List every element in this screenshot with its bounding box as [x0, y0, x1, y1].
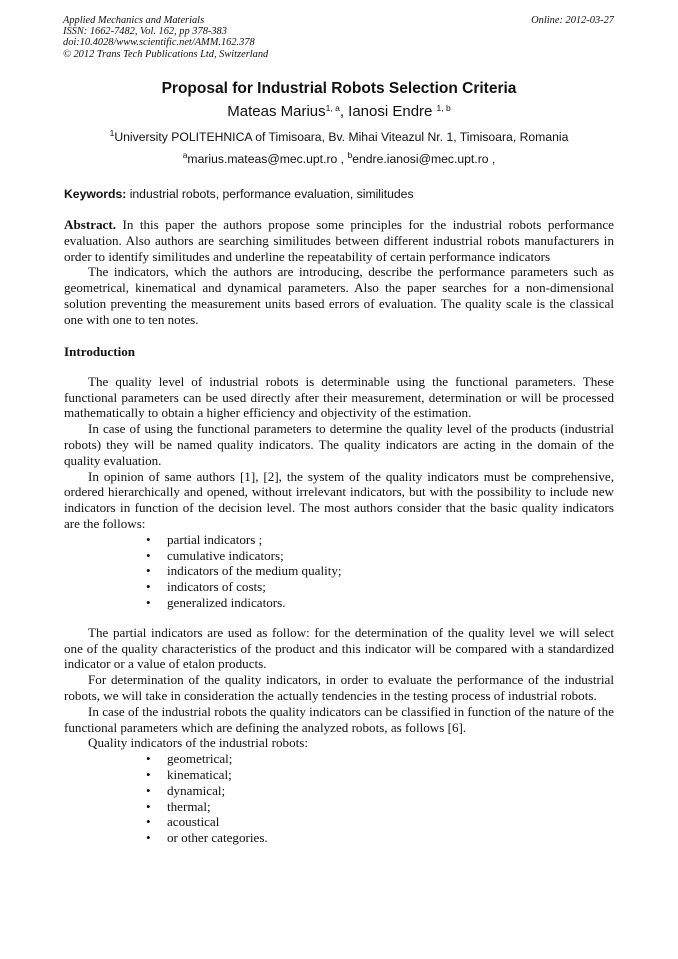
author-name: Mateas Marius — [227, 103, 326, 120]
email: endre.ianosi@mec.upt.ro , — [352, 152, 496, 166]
journal-header — [63, 15, 268, 60]
journal-name: Applied Mechanics and Materials — [63, 15, 205, 26]
authors — [0, 103, 678, 120]
paragraph: Quality indicators of the industrial robots: — [88, 735, 309, 751]
paper-title: Proposal for Industrial Robots Selection Criteria — [161, 80, 517, 97]
list-item: • geometrical; — [64, 751, 614, 767]
doi: doi:10.4028/www.scientific.net/AMM.162.378 — [63, 37, 255, 49]
affiliation — [0, 130, 678, 144]
indicator-list — [64, 532, 614, 611]
email-sup: a — [182, 150, 188, 160]
list-item: • thermal; — [64, 799, 614, 815]
affiliation-sup: 1 — [109, 128, 115, 138]
author-separator: , — [339, 103, 349, 120]
quality-indicator-list — [64, 751, 614, 846]
emails — [0, 152, 678, 166]
author-sup: 1, a — [325, 103, 340, 113]
copyright: © 2012 Trans Tech Publications Ltd, Switzerland — [63, 48, 269, 60]
list-item: • dynamical; — [64, 783, 614, 799]
paragraph: In case of the industrial robots the quality indicators can be classified in function of the nature of the functional parameters which are defining the analyzed robots, as follows [6]. — [64, 703, 614, 735]
list-item: • partial indicators ; — [64, 532, 614, 548]
issn: ISSN: 1662-7482, Vol. 162, pp 378-383 — [63, 26, 227, 38]
list-item: • acoustical — [64, 814, 614, 830]
paragraph: In opinion of same authors [1], [2], the system of the quality indicators must be comprehensive, ordered hierarchically and opened, without irrelevant indicators, but with the possibility to include new indicators in function of the decision level. The most authors consider that the basic quality indicators are the follows: — [64, 468, 614, 531]
introduction-section — [64, 344, 614, 846]
paragraph: The partial indicators are used as follow: for the determination of the quality level we will select one of the quality characteristics of the product and this indicator will be compared with a standardized indicator or a value of etalon products. — [64, 624, 614, 672]
abstract — [64, 217, 614, 328]
list-item: • indicators of the medium quality; — [64, 563, 614, 579]
email-sup: b — [347, 150, 353, 160]
list-item: • cumulative indicators; — [64, 548, 614, 564]
list-item: • generalized indicators. — [64, 595, 614, 611]
abstract-paragraph: In this paper the authors propose some principles for the industrial robots performance evaluation. Also authors are searching similitudes between different industrial robots manufacturers in order to identify similitudes and underline the repeatability of certain performance indicators — [64, 217, 614, 264]
abstract-label: Abstract. — [64, 217, 116, 232]
author-sup: 1, b — [436, 103, 451, 113]
section-heading: Introduction — [64, 344, 136, 359]
paragraph: For determination of the quality indicators, in order to evaluate the performance of the industrial robots, we will take in consideration the actually tendencies in the testing process of industrial robots. — [64, 672, 614, 703]
keywords-label: Keywords: — [64, 187, 127, 201]
keywords-text: industrial robots, performance evaluation, similitudes — [126, 187, 414, 201]
keywords — [64, 187, 414, 201]
list-item: • or other categories. — [64, 830, 614, 846]
email: marius.mateas@mec.upt.ro , — [187, 152, 348, 166]
abstract-paragraph: The indicators, which the authors are introducing, describe the performance parameters such as geometrical, kinematical and dynamical parameters. Also the paper searches for a non-dimensional solution preventing the measurement units based errors of evaluation. The quality scale is the classical one with one to ten notes. — [64, 264, 614, 327]
author-name: Ianosi Endre — [348, 103, 437, 120]
list-item: • indicators of costs; — [64, 579, 614, 595]
affiliation-text: University POLITEHNICA of Timisoara, Bv. Mihai Viteazul Nr. 1, Timisoara, Romania — [114, 130, 569, 144]
online-date: Online: 2012-03-27 — [531, 15, 614, 26]
list-item: • kinematical; — [64, 767, 614, 783]
paragraph: In case of using the functional parameters to determine the quality level of the products (industrial robots) they will be named quality indicators. The quality indicators are acting in the domain of the quality evaluation. — [64, 421, 614, 468]
paragraph: The quality level of industrial robots is determinable using the functional parameters. These functional parameters can be used directly after their measurement, determination or will be processed mathematically to obtain a higher efficiency and objectivity of the estimation. — [64, 373, 614, 421]
